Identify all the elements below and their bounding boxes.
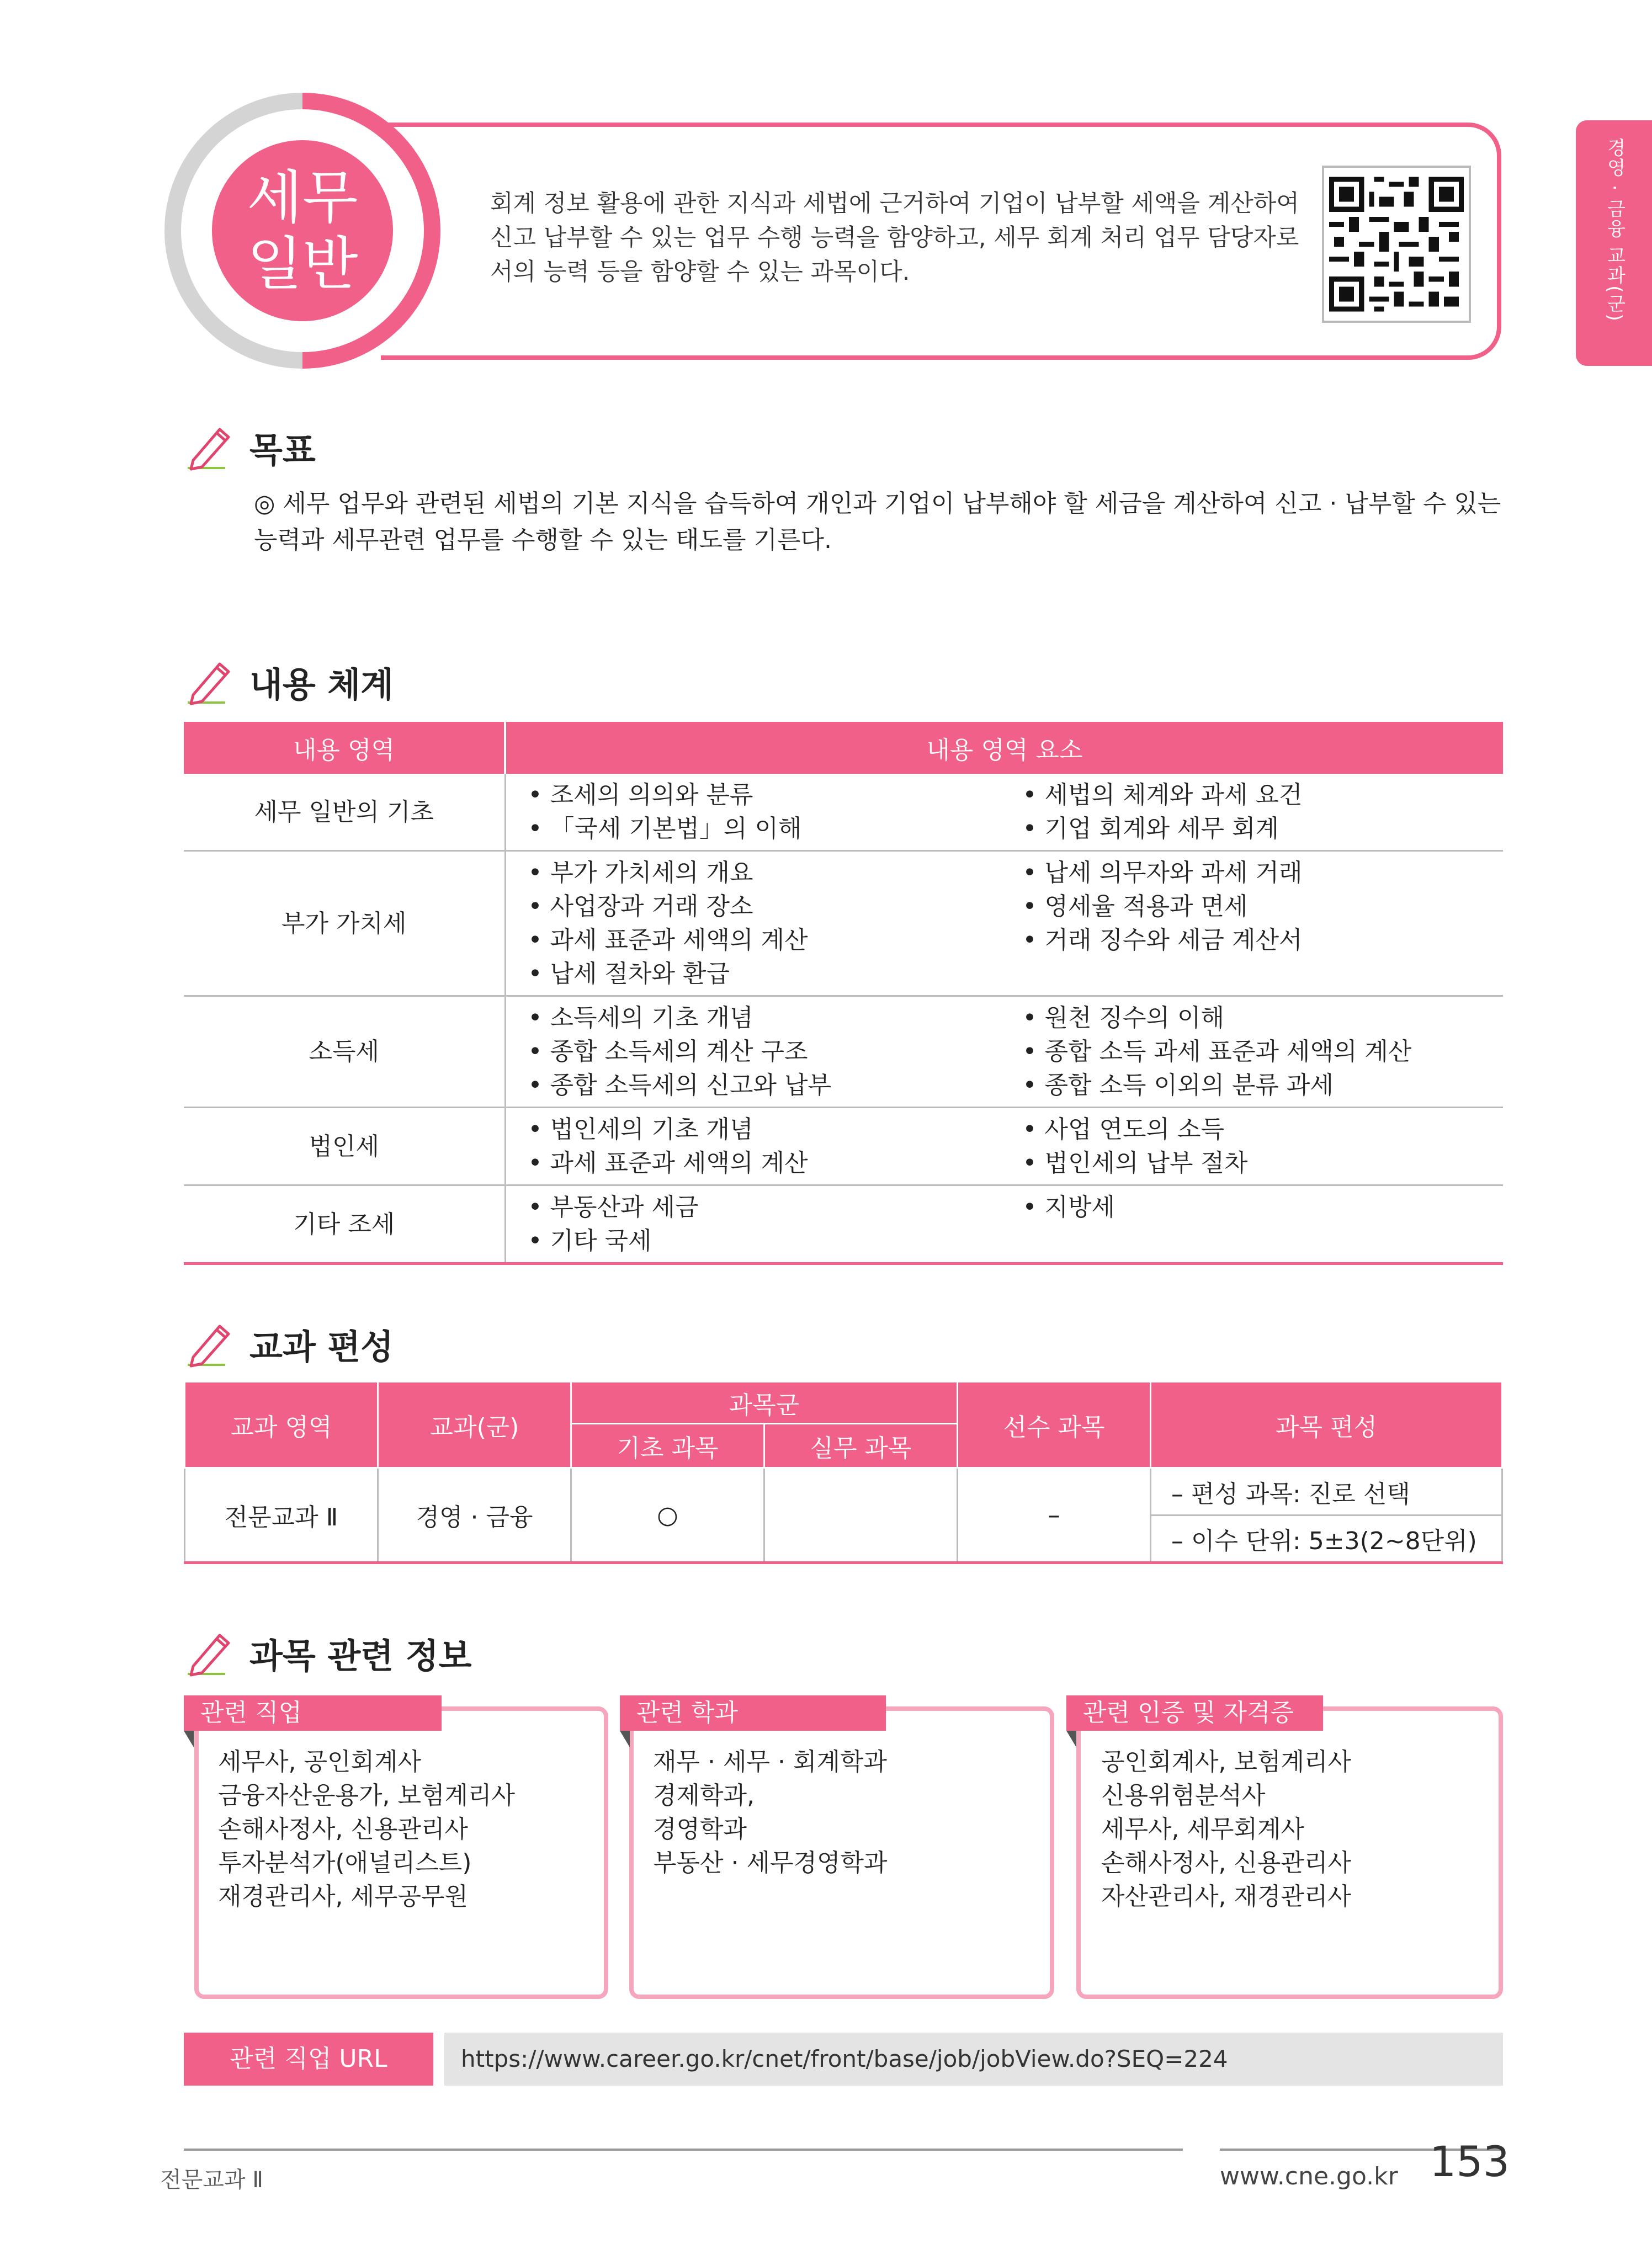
page-number: 153 [1430,2137,1510,2186]
content-elements-cell [505,851,1023,996]
content-col-area: 내용 영역 [184,722,505,774]
content-element-item: • 법인세의 기초 개념 [528,1113,1023,1146]
subject-title-line1: 세무 [247,164,358,231]
cu-basic: ○ [571,1468,764,1563]
content-element-item: • 사업 연도의 소득 [1023,1113,1504,1146]
certs-title: 관련 인증 및 자격증 [1066,1695,1323,1731]
cu-head-basic: 기초 과목 [571,1424,764,1468]
cu-org-2: – 이수 단위: 5±3(2~8단위) [1151,1515,1502,1563]
content-element-list [1023,1113,1504,1180]
content-elements-cell [1023,851,1504,996]
pencil-icon [182,419,237,475]
content-area-cell: 세무 일반의 기초 [184,774,505,851]
content-element-item: • 사업장과 거래 장소 [528,890,1023,923]
side-tab [1576,120,1652,366]
cu-area: 전문교과 Ⅱ [185,1468,378,1563]
tab-fold [1066,1731,1076,1747]
jobs-item: 투자분석가(애널리스트) [218,1849,472,1877]
content-elements-cell [1023,1108,1504,1185]
content-elements-cell [505,996,1023,1108]
content-element-item: • 거래 징수와 세금 계산서 [1023,923,1504,957]
depts-list [653,1745,888,1880]
subject-title-line2: 일반 [247,230,358,297]
content-row [184,1185,1503,1264]
certs-item: 손해사정사, 신용관리사 [1101,1849,1352,1877]
content-elements-cell [1023,774,1504,851]
pencil-icon [182,654,237,709]
certs-list [1101,1745,1351,1913]
tab-fold [184,1731,194,1747]
curriculum-table [184,1381,1503,1564]
content-elements-cell [505,774,1023,851]
content-element-list [1023,778,1504,845]
cu-practical [764,1468,958,1563]
content-area-cell: 부가 가치세 [184,851,505,996]
content-element-item: • 소득세의 기초 개념 [528,1001,1023,1035]
jobs-item: 재경관리사, 세무공무원 [218,1883,469,1911]
qr-code-icon[interactable] [1322,166,1471,323]
content-elements-cell [505,1185,1023,1264]
url-label: 관련 직업 URL [184,2033,433,2086]
content-element-item: • 「국세 기본법」의 이해 [528,812,1023,845]
content-table [184,722,1503,1265]
goal-section-heading [182,419,316,475]
footer-site[interactable]: www.cne.go.kr [1220,2162,1398,2190]
content-row [184,851,1503,996]
content-element-item: • 법인세의 납부 절차 [1023,1146,1504,1180]
jobs-item: 손해사정사, 신용관리사 [218,1815,469,1843]
content-area-cell: 법인세 [184,1108,505,1185]
job-url-link[interactable]: https://www.career.go.kr/cnet/front/base/job/jobView.do?SEQ=224 [444,2033,1503,2086]
content-element-item: • 조세의 의의와 분류 [528,778,1023,812]
content-area-cell: 소득세 [184,996,505,1108]
content-element-item: • 종합 소득 이외의 분류 과세 [1023,1068,1504,1102]
curriculum-heading: 교과 편성 [249,1326,394,1367]
content-element-item: • 부가 가치세의 개요 [528,856,1023,890]
content-element-item: • 종합 소득세의 신고와 납부 [528,1068,1023,1102]
subject-title-badge [212,140,393,321]
info-section-heading [182,1625,472,1681]
content-element-item: • 원천 징수의 이해 [1023,1001,1504,1035]
certs-item: 공인회계사, 보험계리사 [1101,1748,1352,1776]
content-element-list [1023,1001,1504,1102]
tab-fold [620,1731,630,1747]
content-element-item: • 부동산과 세금 [528,1190,1023,1224]
pencil-icon [182,1316,237,1371]
side-tab-label: 경영 · 금융 교과(군) [1603,138,1626,322]
content-row [184,774,1503,851]
cu-head-area: 교과 영역 [185,1382,378,1468]
content-row [184,1108,1503,1185]
content-heading: 내용 체계 [249,664,394,705]
content-element-item: • 종합 소득 과세 표준과 세액의 계산 [1023,1035,1504,1068]
content-element-item: • 납세 절차와 환급 [528,957,1023,991]
content-area-cell: 기타 조세 [184,1185,505,1264]
depts-item: 경제학과, [653,1782,755,1810]
jobs-item: 금융자산운용가, 보험계리사 [218,1782,516,1810]
certs-item: 자산관리사, 재경관리사 [1101,1883,1352,1911]
cu-head-subject: 교과(군) [378,1382,571,1468]
content-elements-cell [1023,1185,1504,1264]
cu-head-prereq: 선수 과목 [958,1382,1151,1468]
cu-prereq: – [958,1468,1151,1563]
content-element-item: • 과세 표준과 세액의 계산 [528,1146,1023,1180]
cu-subject: 경영 · 금융 [378,1468,571,1563]
content-element-item: • 기업 회계와 세무 회계 [1023,812,1504,845]
depts-title: 관련 학과 [620,1695,886,1731]
depts-item: 경영학과 [653,1815,747,1843]
content-element-list [1023,856,1504,957]
content-element-list [528,1113,1023,1180]
goal-heading: 목표 [249,429,316,470]
cu-head-org: 과목 편성 [1151,1382,1502,1468]
jobs-item: 세무사, 공인회계사 [218,1748,422,1776]
content-element-list [528,778,1023,845]
depts-item: 재무 · 세무 · 회계학과 [653,1748,887,1776]
content-element-item: • 지방세 [1023,1190,1504,1224]
content-element-list [528,856,1023,991]
jobs-list [218,1745,515,1913]
content-element-item: • 종합 소득세의 계산 구조 [528,1035,1023,1068]
jobs-title: 관련 직업 [184,1695,442,1731]
content-elements-cell [505,1108,1023,1185]
content-row [184,996,1503,1108]
content-element-item: • 세법의 체계와 과세 요건 [1023,778,1504,812]
pencil-icon [182,1625,237,1681]
goal-text: ◎ 세무 업무와 관련된 세법의 기본 지식을 습득하여 개인과 기업이 납부해야 할 세금을 계산하여 신고 · 납부할 수 있는 능력과 세무관련 업무를 수행할 수 있는 태도를 기른다. [254,490,1501,554]
intro-text: 회계 정보 활용에 관한 지식과 세법에 근거하여 기업이 납부할 세액을 계산하여 신고 납부할 수 있는 업무 수행 능력을 함양하고, 세무 회계 처리 업무 담당자로서의 능력 등을 함양할 수 있는 과목이다. [490,190,1299,286]
content-element-list [1023,1190,1504,1224]
cu-org-1: – 편성 과목: 진로 선택 [1151,1468,1502,1515]
info-heading: 과목 관련 정보 [249,1635,472,1676]
depts-item: 부동산 · 세무경영학과 [653,1849,888,1877]
content-element-item: • 기타 국세 [528,1224,1023,1258]
certs-item: 신용위험분석사 [1101,1782,1266,1810]
content-element-item: • 영세율 적용과 면세 [1023,890,1504,923]
content-element-item: • 납세 의무자와 과세 거래 [1023,856,1504,890]
certs-item: 세무사, 세무회계사 [1101,1815,1305,1843]
content-section-heading [182,654,394,709]
footer-divider [184,2149,1183,2151]
curriculum-section-heading [182,1316,394,1371]
footer-subject: 전문교과 Ⅱ [160,2167,263,2193]
content-element-list [528,1190,1023,1258]
content-elements-cell [1023,996,1504,1108]
content-col-elements: 내용 영역 요소 [505,722,1503,774]
cu-head-practical: 실무 과목 [764,1424,958,1468]
content-element-list [528,1001,1023,1102]
content-element-item: • 과세 표준과 세액의 계산 [528,923,1023,957]
cu-head-group: 과목군 [571,1382,958,1424]
